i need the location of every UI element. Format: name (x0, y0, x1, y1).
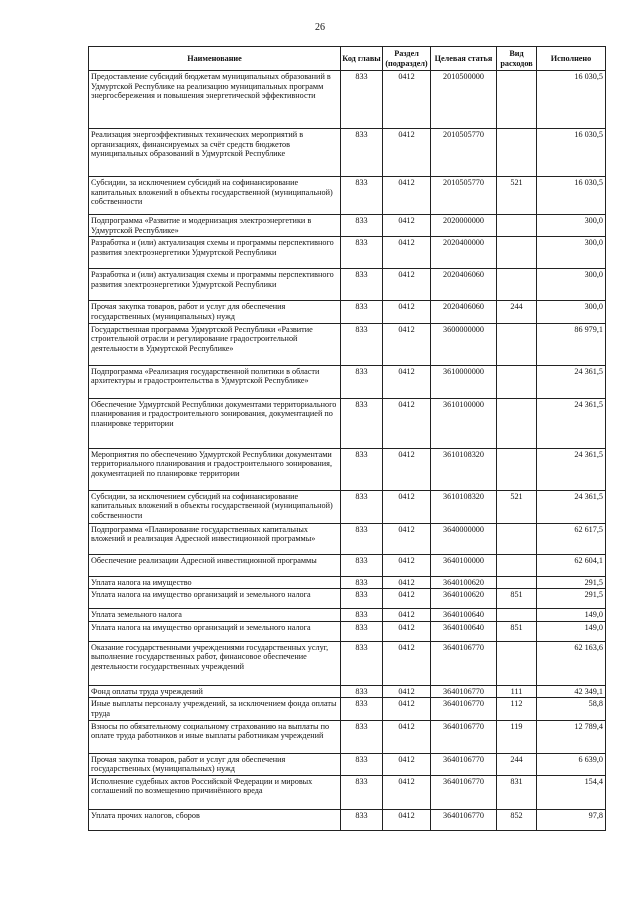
row-code-cell: 833 (341, 177, 383, 215)
row-code-cell: 833 (341, 398, 383, 448)
table-body (89, 71, 606, 831)
row-amount-cell: 24 361,5 (537, 448, 606, 490)
row-name-cell: Иные выплаты персоналу учреждений, за исключением фонда оплаты труда (89, 698, 341, 720)
row-target-cell: 3640100620 (431, 576, 497, 589)
row-section-cell: 0412 (383, 698, 431, 720)
row-target-cell: 2020000000 (431, 215, 497, 237)
row-name-cell: Подпрограмма «Реализация государственной политики в области архитектуры и градостроительства в Удмуртской Республике» (89, 365, 341, 398)
row-kind-cell (497, 609, 537, 622)
row-amount-cell: 24 361,5 (537, 365, 606, 398)
table-row (89, 177, 606, 215)
row-amount-cell: 97,8 (537, 809, 606, 830)
row-kind-cell: 851 (497, 621, 537, 641)
row-target-cell: 3640106770 (431, 641, 497, 685)
row-kind-cell (497, 71, 537, 129)
row-amount-cell: 16 030,5 (537, 71, 606, 129)
row-section-cell: 0412 (383, 589, 431, 609)
row-kind-cell (497, 554, 537, 576)
row-section-cell: 0412 (383, 71, 431, 129)
table-header-row (89, 47, 606, 71)
row-name-cell: Мероприятия по обеспечению Удмуртской Республики документами территориального планирования и градостроительного зонирования, документацией по планировке территории (89, 448, 341, 490)
row-code-cell: 833 (341, 809, 383, 830)
row-name-cell: Подпрограмма «Планирование государственных капитальных вложений и реализация Адресной инвестиционной программы» (89, 523, 341, 554)
row-section-cell: 0412 (383, 448, 431, 490)
row-target-cell: 3610108320 (431, 490, 497, 523)
table-row (89, 775, 606, 809)
row-amount-cell: 154,4 (537, 775, 606, 809)
row-amount-cell: 12 789,4 (537, 720, 606, 753)
table-row (89, 523, 606, 554)
row-name-cell: Фонд оплаты труда учреждений (89, 685, 341, 698)
row-target-cell: 2010505770 (431, 129, 497, 177)
row-section-cell: 0412 (383, 720, 431, 753)
table-row (89, 301, 606, 323)
row-name-cell: Подпрограмма «Развитие и модернизация электроэнергетики в Удмуртской Республике» (89, 215, 341, 237)
header-amount: Исполнено (537, 47, 606, 71)
table-row (89, 71, 606, 129)
row-amount-cell: 62 604,1 (537, 554, 606, 576)
row-code-cell: 833 (341, 775, 383, 809)
table-row (89, 720, 606, 753)
row-name-cell: Реализация энергоэффективных технических мероприятий в организациях, финансируемых за счёт средств бюджетов муниципальных образований в Удмуртской Республике (89, 129, 341, 177)
row-section-cell: 0412 (383, 775, 431, 809)
header-section: Раздел (подраздел) (383, 47, 431, 71)
row-target-cell: 2020406060 (431, 269, 497, 301)
row-code-cell: 833 (341, 609, 383, 622)
row-section-cell: 0412 (383, 398, 431, 448)
row-amount-cell: 6 639,0 (537, 753, 606, 775)
row-kind-cell: 244 (497, 753, 537, 775)
header-code: Код главы (341, 47, 383, 71)
table-row (89, 448, 606, 490)
row-amount-cell: 42 349,1 (537, 685, 606, 698)
row-section-cell: 0412 (383, 554, 431, 576)
row-name-cell: Обеспечение реализации Адресной инвестиционной программы (89, 554, 341, 576)
row-amount-cell: 16 030,5 (537, 177, 606, 215)
row-kind-cell: 111 (497, 685, 537, 698)
row-section-cell: 0412 (383, 641, 431, 685)
row-code-cell: 833 (341, 576, 383, 589)
row-kind-cell: 112 (497, 698, 537, 720)
row-kind-cell (497, 523, 537, 554)
table-row (89, 576, 606, 589)
table-row (89, 129, 606, 177)
row-kind-cell (497, 398, 537, 448)
row-kind-cell: 521 (497, 490, 537, 523)
row-amount-cell: 291,5 (537, 576, 606, 589)
row-target-cell: 3600000000 (431, 323, 497, 365)
row-name-cell: Предоставление субсидий бюджетам муниципальных образований в Удмуртской Республике на реализацию муниципальных программ энергосбережения и повышения энергетической эффективности (89, 71, 341, 129)
row-section-cell: 0412 (383, 490, 431, 523)
row-target-cell: 3640106770 (431, 685, 497, 698)
row-section-cell: 0412 (383, 753, 431, 775)
header-kind: Вид расходов (497, 47, 537, 71)
row-code-cell: 833 (341, 323, 383, 365)
row-kind-cell: 831 (497, 775, 537, 809)
row-code-cell: 833 (341, 698, 383, 720)
row-section-cell: 0412 (383, 365, 431, 398)
row-section-cell: 0412 (383, 523, 431, 554)
row-code-cell: 833 (341, 129, 383, 177)
row-target-cell: 3640100640 (431, 609, 497, 622)
table-row (89, 323, 606, 365)
row-code-cell: 833 (341, 448, 383, 490)
row-target-cell: 3610100000 (431, 398, 497, 448)
row-target-cell: 3640106770 (431, 698, 497, 720)
row-kind-cell (497, 269, 537, 301)
row-amount-cell: 86 979,1 (537, 323, 606, 365)
expenditure-table (88, 46, 606, 831)
row-target-cell: 3610000000 (431, 365, 497, 398)
row-section-cell: 0412 (383, 129, 431, 177)
row-code-cell: 833 (341, 753, 383, 775)
row-section-cell: 0412 (383, 301, 431, 323)
row-section-cell: 0412 (383, 609, 431, 622)
row-section-cell: 0412 (383, 809, 431, 830)
row-target-cell: 3640100000 (431, 554, 497, 576)
row-section-cell: 0412 (383, 177, 431, 215)
table-row (89, 237, 606, 269)
row-kind-cell (497, 237, 537, 269)
row-kind-cell (497, 215, 537, 237)
row-section-cell: 0412 (383, 576, 431, 589)
row-section-cell: 0412 (383, 621, 431, 641)
row-code-cell: 833 (341, 589, 383, 609)
row-amount-cell: 16 030,5 (537, 129, 606, 177)
row-code-cell: 833 (341, 71, 383, 129)
row-kind-cell: 521 (497, 177, 537, 215)
row-amount-cell: 149,0 (537, 609, 606, 622)
row-target-cell: 2010500000 (431, 71, 497, 129)
header-name: Наименование (89, 47, 341, 71)
row-amount-cell: 300,0 (537, 269, 606, 301)
row-code-cell: 833 (341, 685, 383, 698)
row-kind-cell (497, 365, 537, 398)
row-target-cell: 2020406060 (431, 301, 497, 323)
row-code-cell: 833 (341, 269, 383, 301)
row-name-cell: Государственная программа Удмуртской Республики «Развитие строительной отрасли и регулирование градостроительной деятельности в Удмуртской Республике» (89, 323, 341, 365)
row-kind-cell: 119 (497, 720, 537, 753)
header-target: Целевая статья (431, 47, 497, 71)
table-row (89, 621, 606, 641)
row-amount-cell: 300,0 (537, 237, 606, 269)
table-row (89, 698, 606, 720)
row-target-cell: 3640106770 (431, 775, 497, 809)
row-name-cell: Субсидии, за исключением субсидий на софинансирование капитальных вложений в объекты государственной (муниципальной) собственности (89, 490, 341, 523)
row-amount-cell: 24 361,5 (537, 398, 606, 448)
row-name-cell: Взносы по обязательному социальному страхованию на выплаты по оплате труда работников и иные выплаты работникам учреждений (89, 720, 341, 753)
row-name-cell: Субсидии, за исключением субсидий на софинансирование капитальных вложений в объекты государственной (муниципальной) собственности (89, 177, 341, 215)
row-kind-cell (497, 323, 537, 365)
row-kind-cell (497, 576, 537, 589)
row-section-cell: 0412 (383, 215, 431, 237)
table-row (89, 753, 606, 775)
row-amount-cell: 149,0 (537, 621, 606, 641)
row-target-cell: 2020400000 (431, 237, 497, 269)
row-code-cell: 833 (341, 720, 383, 753)
row-target-cell: 3640106770 (431, 809, 497, 830)
row-kind-cell: 852 (497, 809, 537, 830)
table-row (89, 215, 606, 237)
row-name-cell: Уплата земельного налога (89, 609, 341, 622)
row-code-cell: 833 (341, 523, 383, 554)
row-kind-cell (497, 129, 537, 177)
row-amount-cell: 62 163,6 (537, 641, 606, 685)
row-code-cell: 833 (341, 621, 383, 641)
row-target-cell: 3610108320 (431, 448, 497, 490)
row-name-cell: Прочая закупка товаров, работ и услуг для обеспечения государственных (муниципальных) нужд (89, 753, 341, 775)
row-name-cell: Уплата налога на имущество организаций и земельного налога (89, 621, 341, 641)
row-target-cell: 3640100620 (431, 589, 497, 609)
row-kind-cell (497, 641, 537, 685)
row-code-cell: 833 (341, 490, 383, 523)
row-name-cell: Обеспечение Удмуртской Республики документами территориального планирования и градостроительного зонирования, документацией по планировке территории (89, 398, 341, 448)
row-code-cell: 833 (341, 365, 383, 398)
row-name-cell: Исполнение судебных актов Российской Федерации и мировых соглашений по возмещению причинённого вреда (89, 775, 341, 809)
table-row (89, 589, 606, 609)
page-number: 26 (315, 22, 325, 33)
row-target-cell: 2010505770 (431, 177, 497, 215)
row-name-cell: Уплата налога на имущество организаций и земельного налога (89, 589, 341, 609)
row-amount-cell: 291,5 (537, 589, 606, 609)
row-kind-cell: 851 (497, 589, 537, 609)
row-name-cell: Прочая закупка товаров, работ и услуг для обеспечения государственных (муниципальных) нужд (89, 301, 341, 323)
row-amount-cell: 300,0 (537, 215, 606, 237)
row-kind-cell (497, 448, 537, 490)
row-target-cell: 3640106770 (431, 720, 497, 753)
row-amount-cell: 58,8 (537, 698, 606, 720)
row-name-cell: Уплата прочих налогов, сборов (89, 809, 341, 830)
row-kind-cell: 244 (497, 301, 537, 323)
row-name-cell: Оказание государственными учреждениями государственных услуг, выполнение государственных работ, финансовое обеспечение деятельности государственных учреждений (89, 641, 341, 685)
row-code-cell: 833 (341, 237, 383, 269)
row-section-cell: 0412 (383, 685, 431, 698)
row-amount-cell: 24 361,5 (537, 490, 606, 523)
row-amount-cell: 62 617,5 (537, 523, 606, 554)
row-code-cell: 833 (341, 641, 383, 685)
table-row (89, 269, 606, 301)
table-row (89, 490, 606, 523)
table-row (89, 685, 606, 698)
row-target-cell: 3640100640 (431, 621, 497, 641)
table-row (89, 554, 606, 576)
table-row (89, 809, 606, 830)
row-code-cell: 833 (341, 215, 383, 237)
row-section-cell: 0412 (383, 323, 431, 365)
row-code-cell: 833 (341, 554, 383, 576)
row-name-cell: Разработка и (или) актуализация схемы и программы перспективного развития электроэнергетики Удмуртской Республики (89, 269, 341, 301)
table-row (89, 365, 606, 398)
row-code-cell: 833 (341, 301, 383, 323)
row-name-cell: Уплата налога на имущество (89, 576, 341, 589)
row-target-cell: 3640106770 (431, 753, 497, 775)
table-row (89, 398, 606, 448)
table-row (89, 609, 606, 622)
table-row (89, 641, 606, 685)
row-amount-cell: 300,0 (537, 301, 606, 323)
row-name-cell: Разработка и (или) актуализация схемы и программы перспективного развития электроэнергетики Удмуртской Республики (89, 237, 341, 269)
row-section-cell: 0412 (383, 237, 431, 269)
row-target-cell: 3640000000 (431, 523, 497, 554)
row-section-cell: 0412 (383, 269, 431, 301)
